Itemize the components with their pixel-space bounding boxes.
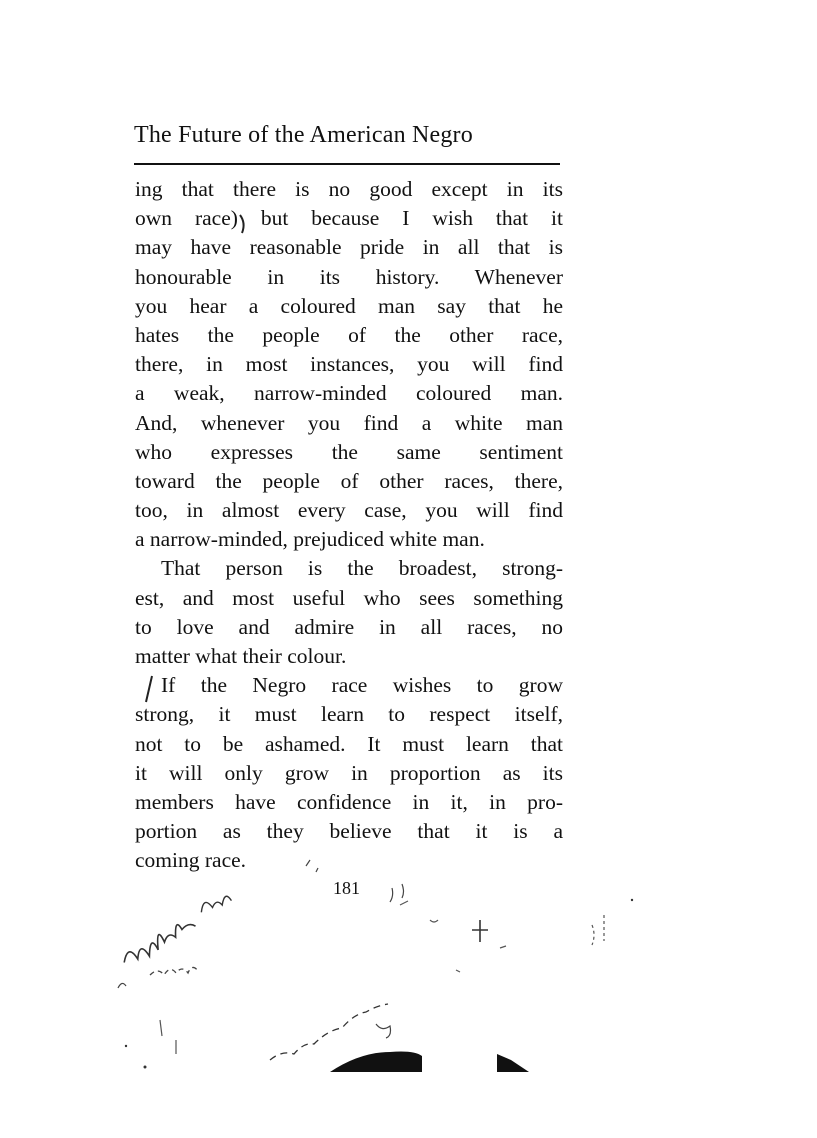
text-line: coming race. — [135, 848, 247, 873]
text-line: est, and most useful who sees something — [135, 585, 563, 610]
text-line: a weak, narrow-minded coloured man. — [135, 381, 563, 406]
text-line: to love and admire in all races, no — [135, 614, 563, 639]
paragraph-first-line: That person is the broadest, strong- — [161, 556, 563, 581]
text-line: you hear a coloured man say that he — [135, 293, 563, 318]
paragraph-first-line: If the Negro race wishes to grow — [161, 673, 563, 698]
text-line: may have reasonable pride in all that is — [135, 235, 563, 260]
text-line: toward the people of other races, there, — [135, 468, 563, 493]
text-line: honourable in its history. Whenever — [135, 264, 563, 289]
text-line: ing that there is no good except in its — [135, 177, 563, 201]
page-number: 181 — [333, 878, 360, 898]
body-text — [135, 175, 563, 876]
text-line: matter what their colour. — [135, 644, 347, 668]
text-line: strong, it must learn to respect itself, — [135, 702, 563, 727]
handwriting-scrawl — [115, 895, 240, 962]
ink-blot — [497, 1054, 529, 1072]
text-line: not to be ashamed. It must learn that — [135, 731, 563, 756]
text-line: portion as they believe that it is a — [135, 819, 563, 844]
text-line: who expresses the same sentiment — [135, 439, 563, 464]
text-line: members have confidence in it, in pro- — [135, 789, 563, 814]
text-line: hates the people of the other race, — [135, 322, 563, 347]
text-line: And, whenever you find a white man — [135, 410, 563, 435]
text-line: it will only grow in proportion as its — [135, 760, 563, 785]
header-rule — [134, 163, 560, 165]
text-line: own race) but because I wish that it — [135, 206, 563, 231]
ink-blot — [330, 1052, 422, 1073]
text-line: too, in almost every case, you will find — [135, 498, 563, 523]
text-line: a narrow-minded, prejudiced white man. — [135, 527, 485, 552]
text-line: there, in most instances, you will find — [135, 352, 563, 377]
running-head: The Future of the American Negro — [134, 122, 473, 148]
